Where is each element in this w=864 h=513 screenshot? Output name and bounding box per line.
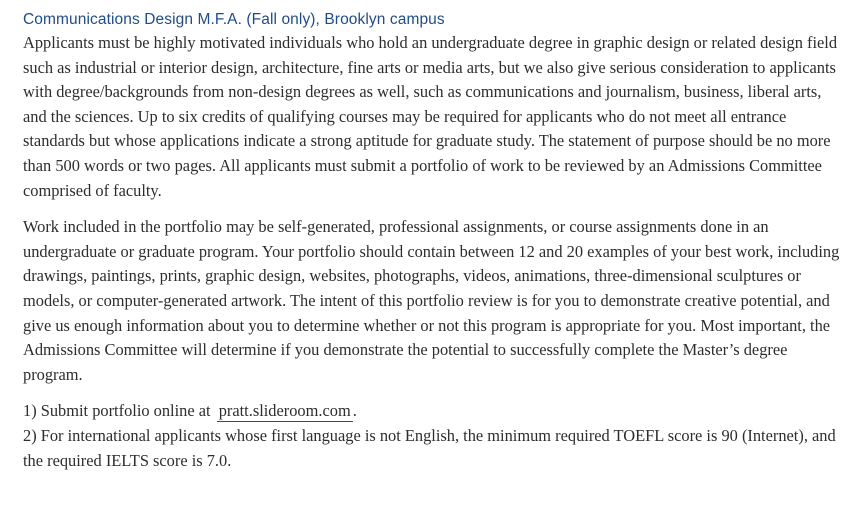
language-requirement-item: 2) For international applicants whose first language is not English, the minimum required TOEFL score is 90 (Internet), and the required IELTS score is 7.0. bbox=[23, 425, 836, 470]
portfolio-submission-item bbox=[23, 401, 357, 420]
requirements-list bbox=[23, 399, 845, 473]
program-heading: Communications Design M.F.A. (Fall only), Brooklyn campus bbox=[23, 11, 445, 28]
slideroom-link[interactable]: pratt.slideroom.com bbox=[218, 401, 351, 421]
program-section bbox=[23, 10, 845, 473]
requirements-paragraph: Applicants must be highly motivated individuals who hold an undergraduate degree in graphic design or related design field such as industrial or interior design, architecture, fine arts or media arts, but we also give serious consideration to applicants with degree/backgrounds from non-design degrees as well, such as communications and journalism, business, liberal arts, and the sciences. Up to six credits of qualifying courses may be required for applicants who do not meet all entrance standards but whose applications indicate a strong aptitude for graduate study. The statement of purpose should be no more than 500 words or two pages. All applicants must submit a portfolio of work to be reviewed by an Admissions Committee comprised of faculty. bbox=[23, 33, 838, 200]
portfolio-paragraph: Work included in the portfolio may be self-generated, professional assignments, or course assignments done in an undergraduate or graduate program. Your portfolio should contain between 12 and 20 examples of your best work, including drawings, paintings, prints, graphic design, websites, photographs, videos, animations, three-dimensional sculptures or models, or computer-generated artwork. The intent of this portfolio review is for you to demonstrate creative potential, and give us enough information about you to determine whether or not this program is appropriate for you. Most important, the Admissions Committee will determine if you demonstrate the potential to successfully complete the Master’s degree program. bbox=[23, 217, 840, 384]
portfolio-submission-period: . bbox=[352, 401, 357, 421]
portfolio-submission-text: 1) Submit portfolio online at bbox=[23, 401, 211, 421]
